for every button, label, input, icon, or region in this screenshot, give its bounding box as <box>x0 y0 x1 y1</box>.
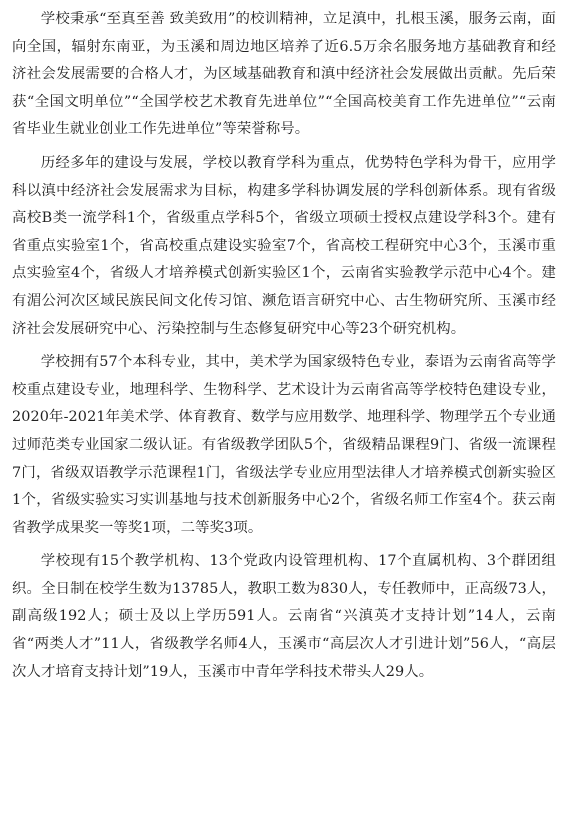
paragraph-disciplines: 历经多年的建设与发展，学校以教育学科为重点，优势特色学科为骨干，应用学科以滇中经济社会发展需求为目标，构建多学科协调发展的学科创新体系。现有省级高校B类一流学科1个，省级重点学科5个，省级立项硕士授权点建设学科3个。建有省重点实验室1个，省高校重点建设实验室7个，省高校工程研究中心3个，玉溪市重点实验室4个，省级人才培养模式创新实验区1个，云南省实验教学示范中心4个。建有湄公河次区域民族民间文化传习馆、濒危语言研究中心、古生物研究所、玉溪市经济社会发展研究中心、污染控制与生态修复研究中心等23个研究机构。 <box>12 154 556 337</box>
paragraph-school-motto: 学校秉承“至真至善 致美致用”的校训精神，立足滇中，扎根玉溪，服务云南，面向全国，辐射东南亚，为玉溪和周边地区培养了近6.5万余名服务地方基础教育和经济社会发展需要的合格人才，为区域基础教育和滇中经济社会发展做出贡献。先后荣获“全国文明单位”“全国学校艺术教育先进单位”“全国高校美育工作先进单位”“云南省毕业生就业创业工作先进单位”等荣誉称号。 <box>12 11 556 138</box>
paragraph-majors: 学校拥有57个本科专业，其中，美术学为国家级特色专业，泰语为云南省高等学校重点建设专业，地理科学、生物科学、艺术设计为云南省高等学校特色建设专业，2020年-2021年美术学、体育教育、数学与应用数学、地理科学、物理学五个专业通过师范类专业国家二级认证。有省级教学团队5个，省级精品课程9门、省级一流课程7门，省级双语教学示范课程1门，省级法学专业应用型法律人才培养模式创新实验区1个，省级实验实习实训基地与技术创新服务中心2个，省级名师工作室4个。获云南省教学成果奖一等奖1项，二等奖3项。 <box>12 354 556 536</box>
paragraph-staff-students: 学校现有15个教学机构、13个党政内设管理机构、17个直属机构、3个群团组织。全日制在校学生数为13785人，教职工数为830人，专任教师中，正高级73人，副高级192人；硕士及以上学历591人。云南省“兴滇英才支持计划”14人，云南省“两类人才”11人，省级教学名师4人，玉溪市“高层次人才引进计划”56人，“高层次人才培育支持计划”19人，玉溪市中青年学科技术带头人29人。 <box>12 553 556 680</box>
